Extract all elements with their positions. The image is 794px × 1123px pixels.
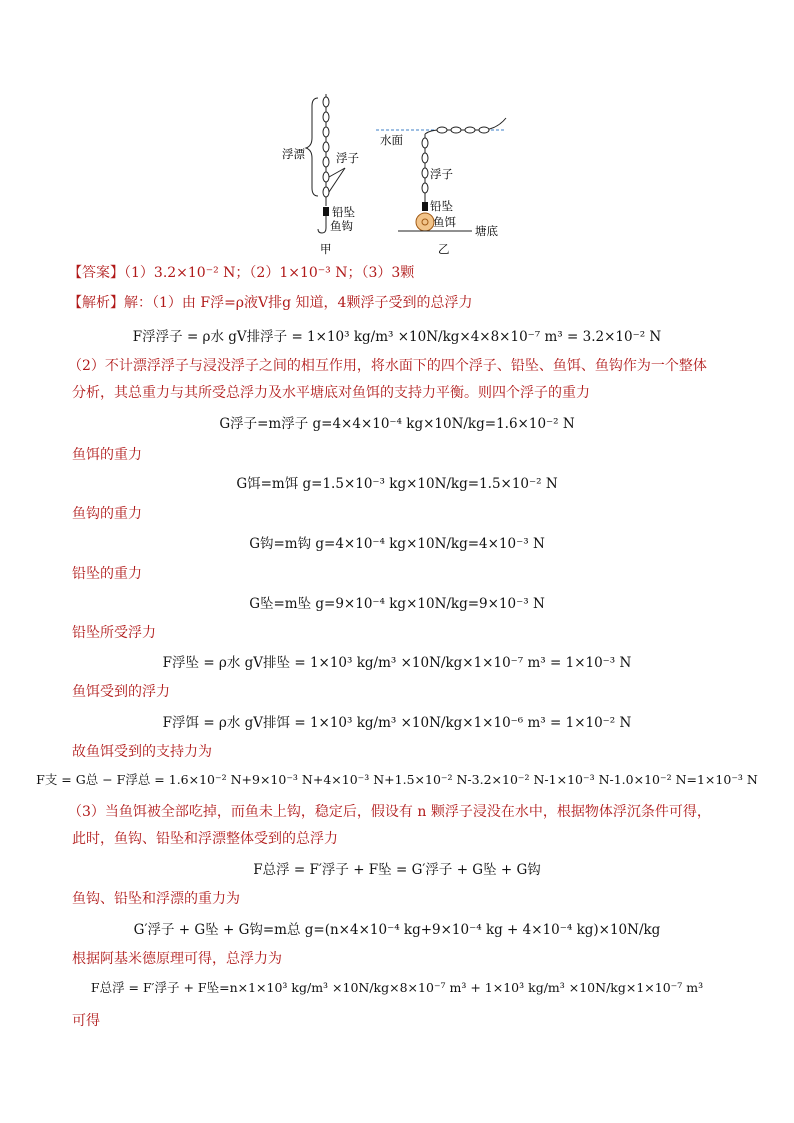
equation-6: F浮坠 = ρ水 gV排坠 = 1×10³ kg/m³ ×10N/kg×1×10⁻⁷ m³ = 1×10⁻³ N: [162, 655, 632, 671]
label-bait-weight: 鱼饵的重力: [72, 447, 142, 463]
analysis-intro-line: [68, 290, 472, 317]
answer-line: [68, 260, 414, 287]
part2-line2: 分析，其总重力与其所受总浮力及水平塘底对鱼饵的支持力平衡。则四个浮子的重力: [72, 385, 590, 401]
equation-9: F总浮 = F′浮子 + F坠 = G′浮子 + G坠 + G钩: [253, 862, 541, 878]
equation-2: G浮子=m浮子 g=4×4×10⁻⁴ kg×10N/kg=1.6×10⁻² N: [219, 416, 575, 432]
fishing-float-diagram: [270, 88, 520, 258]
equation-3: G饵=m饵 g=1.5×10⁻³ kg×10N/kg=1.5×10⁻² N: [236, 476, 558, 492]
part2-line1: （2）不计漂浮浮子与浸没浮子之间的相互作用，将水面下的四个浮子、铅坠、鱼饵、鱼钩作为一个整体: [68, 358, 707, 374]
label-hook-left: 鱼钩: [330, 219, 353, 233]
label-pond-bottom: 塘底: [475, 224, 498, 238]
label-sinker-right: 铅坠: [430, 199, 453, 213]
label-water-surface: 水面: [380, 133, 403, 147]
label-sinker-buoyancy: 铅坠所受浮力: [72, 625, 156, 641]
label-sinker-weight: 铅坠的重力: [72, 566, 142, 582]
answer-tag: 【答案】: [68, 265, 124, 281]
equation-7: F浮饵 = ρ水 gV排饵 = 1×10³ kg/m³ ×10N/kg×1×10⁻⁶ m³ = 1×10⁻² N: [162, 715, 632, 731]
label-support-force: 故鱼饵受到的支持力为: [72, 744, 212, 760]
analysis-tag: 【解析】: [68, 295, 124, 311]
equation-5: G坠=m坠 g=9×10⁻⁴ kg×10N/kg=9×10⁻³ N: [249, 596, 545, 612]
equation-1: F浮浮子 = ρ水 gV排浮子 = 1×10³ kg/m³ ×10N/kg×4×8×10⁻⁷ m³ = 3.2×10⁻² N: [132, 329, 662, 345]
caption-left: 甲: [320, 242, 332, 256]
answer-text: （1）3.2×10⁻² N；（2）1×10⁻³ N；（3）3颗: [124, 265, 415, 281]
label-archimedes: 根据阿基米德原理可得，总浮力为: [72, 951, 282, 967]
caption-right: 乙: [438, 242, 450, 256]
label-bait-buoyancy: 鱼饵受到的浮力: [72, 684, 170, 700]
equation-4: G钩=m钩 g=4×10⁻⁴ kg×10N/kg=4×10⁻³ N: [249, 536, 545, 552]
label-result: 可得: [72, 1013, 100, 1029]
label-total-weight: 鱼钩、铅坠和浮漂的重力为: [72, 891, 240, 907]
equation-10: G′浮子 + G坠 + G钩=m总 g=(n×4×10⁻⁴ kg+9×10⁻⁴ kg + 4×10⁻⁴ kg)×10N/kg: [133, 922, 661, 938]
label-sinker-left: 铅坠: [332, 205, 355, 219]
analysis-intro: 解：（1）由 F浮=ρ液V排g 知道，4颗浮子受到的总浮力: [124, 295, 473, 311]
label-hook-weight: 鱼钩的重力: [72, 506, 142, 522]
label-bobber-right: 浮子: [430, 167, 453, 181]
equation-11: F总浮 = F′浮子 + F坠=n×1×10³ kg/m³ ×10N/kg×8×10⁻⁷ m³ + 1×10³ kg/m³ ×10N/kg×1×10⁻⁷ m³: [90, 980, 704, 995]
label-bobber-left: 浮子: [336, 151, 359, 165]
label-float: 浮漂: [282, 147, 305, 161]
part3-line2: 此时，鱼钩、铅坠和浮漂整体受到的总浮力: [72, 831, 338, 847]
part3-line1: （3）当鱼饵被全部吃掉，而鱼未上钩，稳定后，假设有 n 颗浮子浸没在水中，根据物体浮沉条件可得，: [68, 804, 711, 820]
equation-8: F支 = G总 − F浮总 = 1.6×10⁻² N+9×10⁻³ N+4×10⁻³ N+1.5×10⁻² N-3.2×10⁻² N-1×10⁻³ N-1.0×10⁻² N=1×10⁻³ N: [36, 772, 758, 787]
label-bait: 鱼饵: [433, 215, 456, 229]
